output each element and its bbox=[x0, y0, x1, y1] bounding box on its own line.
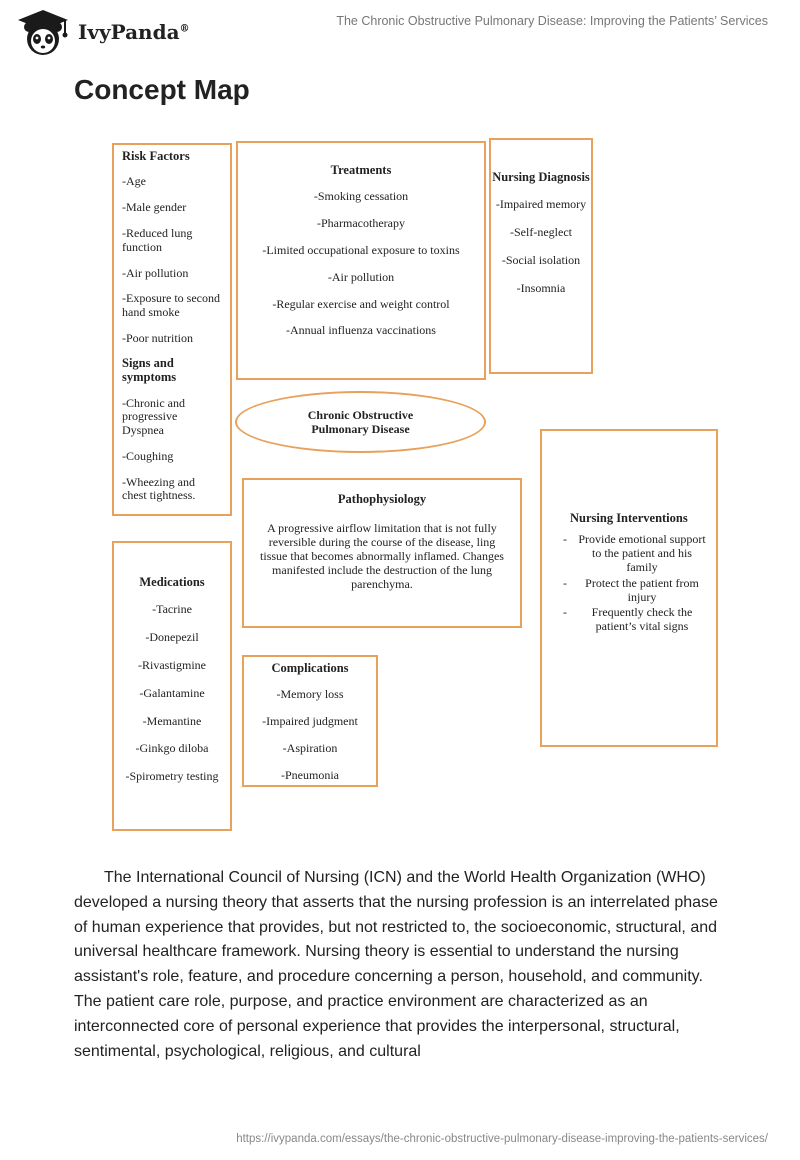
list-item: -Rivastigmine bbox=[138, 657, 206, 672]
body-paragraph: The International Council of Nursing (ICN) and the World Health Organization (WHO) developed a nursing theory that asserts that the nursing profession is an interrelated phase of human experience that provides, but not restricted to, the socioeconomic, structural, and universal healthcare framework. Nursing theory is essential to understand the nursing assistant's role, feature, and procedure concerning a person, household, and community. The patient care role, purpose, and practice environment are characterized as an interconnected core of personal experience that provides the interpersonal, structural, sentimental, psychological, religious, and cultural bbox=[74, 869, 718, 1060]
list-item-text: Protect the patient from injury bbox=[585, 575, 699, 604]
central-concept-ellipse bbox=[235, 391, 486, 453]
list-item: -Ginkgo diloba bbox=[135, 741, 209, 756]
list-item: -Pneumonia bbox=[281, 767, 339, 782]
list-item: -Age bbox=[122, 174, 146, 189]
nursing-diagnosis-box bbox=[489, 138, 593, 374]
list-item: -Spirometry testing bbox=[125, 769, 219, 784]
list-item: -Insomnia bbox=[516, 280, 566, 295]
list-item: -Smoking cessation bbox=[313, 189, 409, 204]
list-item-text: Provide emotional support to the patient and his family bbox=[578, 532, 706, 574]
list-item: -Impaired memory bbox=[495, 197, 587, 212]
pathophysiology-title: Pathophysiology bbox=[337, 492, 427, 506]
pathophysiology-text: A progressive airflow limitation that is not fully reversible during the course of the disease, ling tissue that becomes abnormally inflamed. Changes manifested include the destruction of the lung parenchyma. bbox=[260, 521, 504, 591]
list-item bbox=[552, 577, 706, 605]
list-item: -Donepezil bbox=[145, 630, 199, 645]
medications-box bbox=[112, 541, 232, 831]
nursing-diagnosis-title: Nursing Diagnosis bbox=[492, 170, 590, 184]
list-item: -Annual influenza vaccinations bbox=[286, 323, 436, 338]
list-item: -Regular exercise and weight control bbox=[272, 296, 450, 311]
list-item: -Tacrine bbox=[152, 602, 192, 617]
nursing-interventions-box bbox=[540, 429, 718, 747]
signs-symptoms-title: Signs and symptoms bbox=[122, 355, 177, 385]
list-item: -Air pollution bbox=[327, 269, 395, 284]
bullet-dash: - bbox=[563, 575, 567, 590]
list-item: -Memory loss bbox=[276, 687, 344, 702]
list-item: -Impaired judgment bbox=[262, 714, 358, 729]
list-item: -Pharmacotherapy bbox=[317, 216, 405, 231]
brand-label: IvyPanda bbox=[78, 20, 180, 44]
risk-factors-title: Risk Factors bbox=[122, 149, 190, 163]
list-item: -Self-neglect bbox=[510, 225, 572, 240]
list-item bbox=[552, 533, 706, 574]
risk-factors-box bbox=[112, 143, 232, 516]
nursing-interventions-title: Nursing Interventions bbox=[570, 511, 688, 525]
list-item bbox=[552, 606, 706, 634]
registered-mark: ® bbox=[179, 23, 190, 35]
list-item: -Wheezing and chest tightness. bbox=[122, 474, 196, 503]
list-item: -Poor nutrition bbox=[122, 330, 193, 345]
list-item: -Exposure to second hand smoke bbox=[122, 291, 220, 320]
pathophysiology-box bbox=[242, 478, 522, 628]
footer-url[interactable]: https://ivypanda.com/essays/the-chronic-obstructive-pulmonary-disease-improving-the-patients-services/ bbox=[236, 1133, 768, 1145]
document-title: The Chronic Obstructive Pulmonary Disease: Improving the Patients’ Services bbox=[336, 14, 768, 28]
complications-title: Complications bbox=[271, 661, 349, 675]
list-item-text: Frequently check the patient’s vital signs bbox=[591, 605, 693, 634]
bullet-dash: - bbox=[563, 532, 567, 547]
treatments-box bbox=[236, 141, 486, 380]
list-item: -Galantamine bbox=[139, 685, 205, 700]
list-item: -Limited occupational exposure to toxins bbox=[262, 242, 460, 257]
list-item: -Male gender bbox=[122, 200, 187, 215]
complications-box bbox=[242, 655, 378, 787]
list-item: -Aspiration bbox=[282, 740, 338, 755]
treatments-title: Treatments bbox=[330, 163, 392, 177]
list-item: -Memantine bbox=[142, 713, 202, 728]
central-concept-label: Chronic Obstructive Pulmonary Disease bbox=[307, 407, 414, 436]
list-item: -Coughing bbox=[122, 448, 174, 463]
medications-title: Medications bbox=[139, 575, 205, 589]
list-item: -Social isolation bbox=[501, 252, 581, 267]
bullet-dash: - bbox=[563, 605, 567, 620]
list-item: -Reduced lung function bbox=[122, 225, 193, 254]
list-item: -Chronic and progressive Dyspnea bbox=[122, 395, 185, 438]
page-heading: Concept Map bbox=[74, 74, 250, 105]
list-item: -Air pollution bbox=[122, 265, 189, 280]
